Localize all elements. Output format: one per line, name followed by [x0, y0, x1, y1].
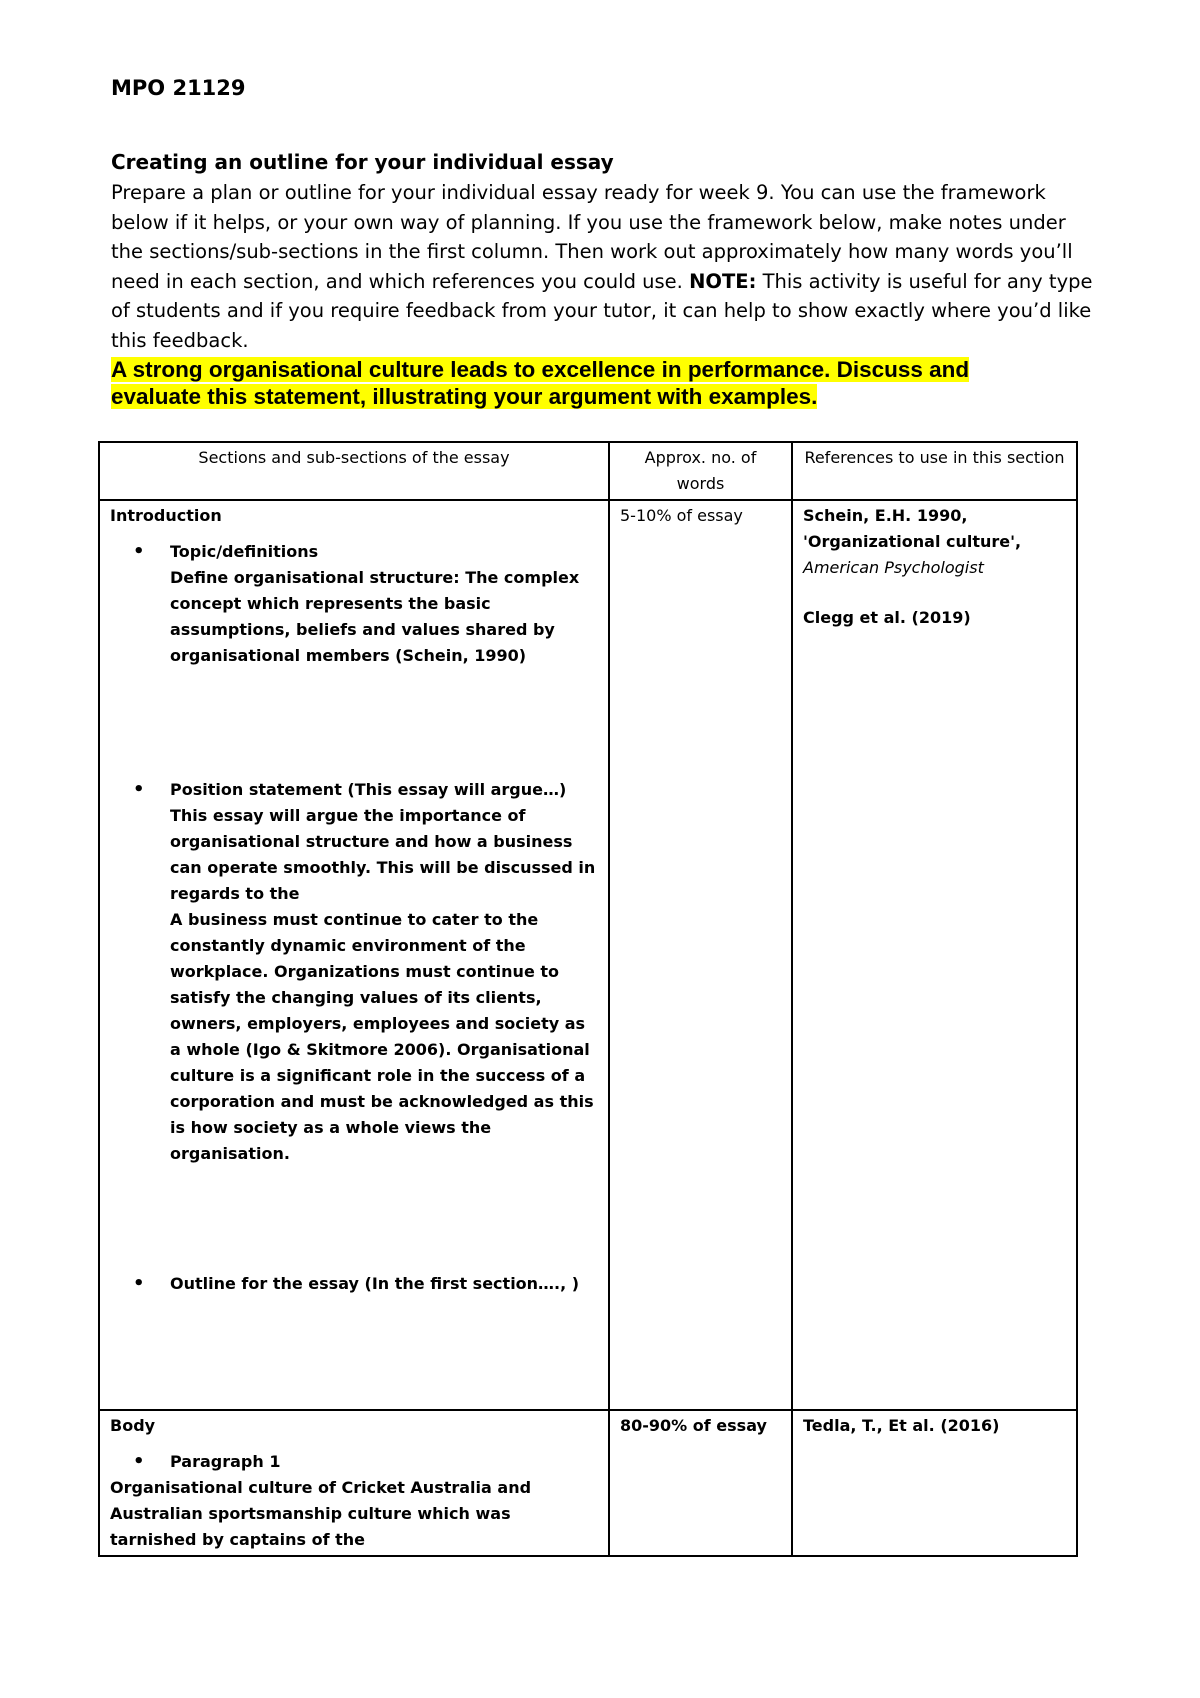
instructions-prefix: Prepare a plan or outline for your individual essay ready for week 9. You can use the framework below if it helps, or your own way of planning. If you use the framework below, make notes under the sections/sub-sections in the first column. Then work out approximately how many words you’ll need in each section, and which references you could use. — [111, 181, 1073, 293]
bullet-position-text-2: A business must continue to cater to the constantly dynamic environment of the workplace. Organizations must continue to satisfy the changing values of its clients, owners, employers, employees and society as a whole (Igo & Skitmore 2006). Organisational culture is a significant role in the success of a corporation and must be acknowledged as this is how society as a whole views the organisation. — [170, 910, 594, 1163]
course-code: MPO 21129 — [111, 76, 246, 100]
note-label: NOTE: — [689, 269, 757, 293]
header-sections: Sections and sub-sections of the essay — [99, 442, 609, 500]
instructions-suffix: This activity is useful for any type of students and if you require feedback from your tutor, it can help to show exactly where you’d like this feedback. — [111, 269, 1093, 352]
header-references: References to use in this section — [792, 442, 1077, 500]
bullet-paragraph1-title: • Paragraph 1 — [170, 1452, 281, 1471]
introduction-bullets — [110, 539, 598, 1407]
table-row-body — [99, 1410, 1077, 1556]
bullet-topic-title: • Topic/definitions — [170, 542, 319, 561]
introduction-title: Introduction — [110, 506, 222, 525]
introduction-references — [792, 500, 1077, 1410]
introduction-cell — [99, 500, 609, 1410]
introduction-words: 5-10% of essay — [609, 500, 792, 1410]
list-item — [170, 1449, 598, 1475]
body-words: 80-90% of essay — [609, 1410, 792, 1556]
table-row-introduction — [99, 500, 1077, 1410]
bullet-outline-title: • Outline for the essay (In the first section…., ) — [170, 1274, 580, 1293]
outline-table — [98, 441, 1078, 1557]
instructions — [111, 178, 1101, 355]
bullet-position-text: This essay will argue the importance of organisational structure and how a business can operate smoothly. This will be discussed in regards to the — [170, 806, 596, 903]
list-item — [170, 1271, 598, 1407]
body-references: Tedla, T., Et al. (2016) — [792, 1410, 1077, 1556]
body-bullets — [110, 1449, 598, 1475]
reference-schein: Schein, E.H. 1990, 'Organizational culture', — [803, 506, 1022, 551]
bullet-topic-text: Define organisational structure: The complex concept which represents the basic assumptions, beliefs and values shared by organisational members (Schein, 1990) — [170, 568, 580, 665]
body-title: Body — [110, 1416, 156, 1435]
body-text: Organisational culture of Cricket Australia and Australian sportsmanship culture which was tarnished by captains of the — [110, 1478, 532, 1549]
essay-question — [111, 356, 1101, 410]
body-cell — [99, 1410, 609, 1556]
essay-question-line2: evaluate this statement, illustrating your argument with examples. — [111, 384, 818, 409]
essay-question-line1: A strong organisational culture leads to excellence in performance. Discuss and — [111, 357, 970, 382]
table-header-row — [99, 442, 1077, 500]
header-words: Approx. no. of words — [609, 442, 792, 500]
bullet-position-title: • Position statement (This essay will argue…) — [170, 780, 567, 799]
reference-clegg: Clegg et al. (2019) — [803, 608, 971, 627]
list-item — [170, 539, 598, 777]
page-heading: Creating an outline for your individual essay — [111, 150, 614, 174]
reference-schein-journal: American Psychologist — [803, 558, 984, 577]
list-item — [170, 777, 598, 1271]
